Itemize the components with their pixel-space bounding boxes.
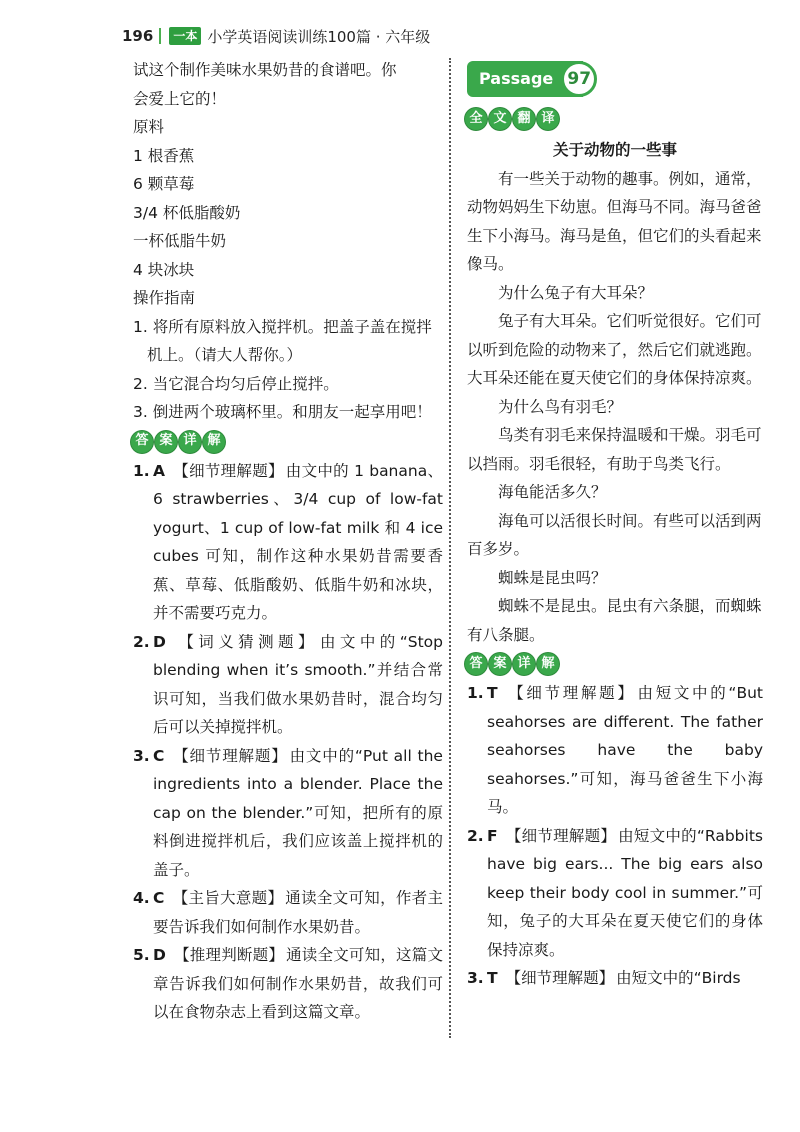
translation-paragraph: 为什么鸟有羽毛？ — [498, 397, 623, 416]
heading-char: 详 — [513, 653, 535, 675]
column-divider — [449, 58, 451, 1038]
heading-char: 答 — [131, 431, 153, 453]
translation-paragraph: 有一些关于动物的趣事。例如，通常，动物妈妈生下幼崽。但海马不同。海马爸爸生下小海马。海马是鱼，但它们的头看起来像马。 — [467, 169, 762, 273]
ingredient-item: 4 块冰块 — [133, 260, 195, 279]
question-type: 【细节理解题】 — [173, 461, 284, 480]
answer-number: 3. — [133, 746, 150, 765]
answer-explanation: 由文中的“Stop blending when it’s smooth.”并结合常识可知，当我们做水果奶昔时，混合均匀后可以关掉搅拌机。 — [153, 632, 443, 736]
ingredient-item: 一杯低脂牛奶 — [133, 232, 227, 250]
heading-char: 答 — [465, 653, 487, 675]
answer-item — [467, 679, 763, 822]
answer-explanation: 由短文中的“Birds — [616, 969, 741, 987]
question-type: 【细节理解题】 — [172, 746, 288, 765]
answer-item — [133, 457, 443, 628]
heading-char: 解 — [537, 653, 559, 675]
ingredient-item: 1 根香蕉 — [133, 146, 195, 165]
answer-number: 1. — [467, 684, 484, 702]
answer-explanation: 由短文中的“Rabbits have big ears... The big ears also keep their body cool in summer.”可知，兔子的大耳朵在夏天使它们的身体保持凉爽。 — [487, 826, 763, 959]
translation-paragraph: 鸟类有羽毛来保持温暖和干燥。羽毛可以挡雨。羽毛很轻，有助于鸟类飞行。 — [467, 426, 762, 473]
instruction-step: 2. 当它混合均匀后停止搅拌。 — [133, 374, 339, 393]
heading-char: 译 — [537, 108, 559, 130]
question-type: 【主旨大意题】 — [172, 889, 284, 907]
heading-char: 解 — [203, 431, 225, 453]
answer-number: 3. — [467, 969, 484, 987]
passage-label: Passage — [467, 61, 583, 98]
heading-char: 案 — [489, 653, 511, 675]
heading-char: 案 — [155, 431, 177, 453]
answer-item — [467, 822, 763, 965]
answer-item — [133, 742, 443, 885]
answer-item — [133, 941, 443, 1027]
answer-item — [133, 628, 443, 742]
page-number: 196 — [122, 27, 154, 45]
answer-explanation: 通读全文可知，这篇文章告诉我们如何制作水果奶昔，故我们可以在食物杂志上看到这篇文章。 — [153, 946, 443, 1021]
answer-number: 5. — [133, 946, 150, 964]
answer-number: 2. — [467, 826, 484, 845]
answer-number: 1. — [133, 461, 150, 480]
right-column — [467, 62, 763, 993]
answer-item — [133, 884, 443, 941]
passage-banner — [467, 62, 763, 96]
question-type: 【推理判断题】 — [173, 946, 285, 964]
heading-char: 详 — [179, 431, 201, 453]
answer-letter: D — [153, 946, 166, 964]
answer-item — [467, 964, 763, 993]
translation-paragraph: 为什么兔子有大耳朵？ — [498, 283, 654, 302]
answer-letter: C — [153, 746, 165, 765]
translation-section-heading — [465, 108, 763, 130]
intro-line: 试这个制作美味水果奶昔的食谱吧。你 — [133, 61, 397, 79]
translation-title: 关于动物的一些事 — [552, 141, 677, 159]
header-divider — [159, 28, 161, 44]
answer-explanation: 通读全文可知，作者主要告诉我们如何制作水果奶昔。 — [153, 889, 443, 936]
answer-section-heading — [465, 653, 763, 675]
instruction-step: 3. 倒进两个玻璃杯里。和朋友一起享用吧！ — [133, 403, 432, 421]
answer-letter: D — [153, 632, 166, 651]
translation-paragraph: 兔子有大耳朵。它们听觉很好。它们可以听到危险的动物来了，然后它们就逃跑。大耳朵还能在夏天使它们的身体保持凉爽。 — [467, 312, 762, 387]
ingredients-title: 原料 — [133, 118, 165, 136]
page-header — [122, 24, 430, 48]
answer-letter: C — [153, 889, 165, 907]
answer-number: 4. — [133, 889, 150, 907]
question-type: 【词义猜测题】 — [173, 632, 318, 651]
intro-line: 会爱上它的！ — [133, 89, 227, 108]
answer-section-heading — [131, 431, 443, 453]
answer-letter: A — [153, 461, 165, 480]
question-type: 【细节理解题】 — [505, 969, 615, 987]
question-type: 【细节理解题】 — [505, 826, 617, 845]
heading-char: 全 — [465, 108, 487, 130]
passage-number: 97 — [561, 61, 597, 97]
brand-logo: 一本 — [169, 27, 201, 45]
answer-number: 2. — [133, 632, 150, 651]
answer-explanation: 由文中的“Put all the ingredients into a blender. Place the cap on the blender.”可知，把所有的原料倒进搅拌机后，我们应该盖上搅拌机的盖子。 — [153, 746, 443, 879]
ingredient-item: 6 颗草莓 — [133, 175, 195, 193]
translation-paragraph: 海龟能活多久？ — [498, 483, 607, 501]
question-type: 【细节理解题】 — [505, 684, 636, 702]
translation-paragraph: 蜘蛛不是昆虫。昆虫有六条腿，而蜘蛛有八条腿。 — [467, 597, 762, 644]
instruction-step: 1. 将所有原料放入搅拌机。把盖子盖在搅拌机上。（请大人帮你。） — [133, 317, 432, 364]
answer-explanation: 由文中的 1 banana、6 strawberries、3/4 cup of low-fat yogurt、1 cup of low-fat milk 和 4 ice cubes 可知，制作这种水果奶昔需要香蕉、草莓、低脂酸奶、低脂牛奶和冰块，并不需要巧克力。 — [153, 461, 443, 622]
heading-char: 文 — [489, 108, 511, 130]
translation-paragraph: 蜘蛛是昆虫吗？ — [498, 568, 607, 587]
instructions-title: 操作指南 — [133, 289, 196, 307]
left-column — [133, 56, 443, 1027]
ingredient-item: 3/4 杯低脂酸奶 — [133, 203, 241, 222]
answer-letter: F — [487, 826, 498, 845]
answer-letter: T — [487, 684, 498, 702]
answer-explanation: 由短文中的“But seahorses are different. The father seahorses have the baby seahorses.”可知，海马爸爸生下小海马。 — [487, 684, 763, 816]
book-title: 小学英语阅读训练100篇 · 六年级 — [207, 27, 431, 46]
translation-paragraph: 海龟可以活很长时间。有些可以活到两百多岁。 — [467, 511, 762, 558]
answer-letter: T — [487, 969, 498, 987]
heading-char: 翻 — [513, 108, 535, 130]
